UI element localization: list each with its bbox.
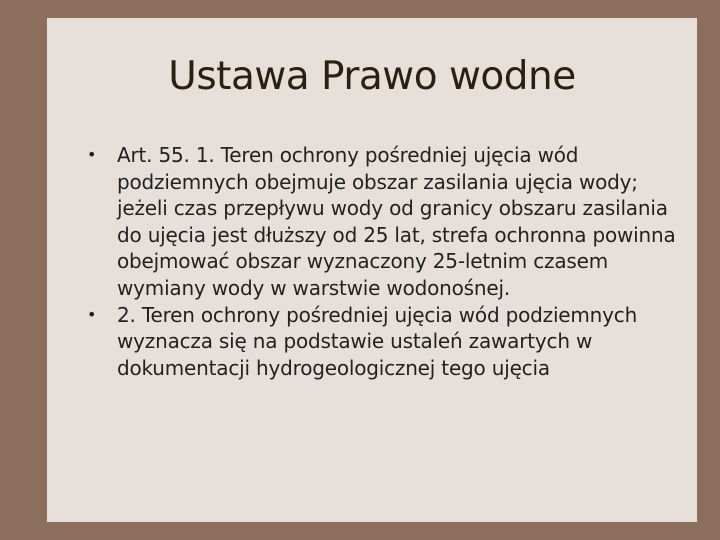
slide-title: Ustawa Prawo wodne [168,54,576,99]
bullet-text: 2. Teren ochrony pośredniej ujęcia wód podziemnych wyznacza się na podstawie ustaleń zawartych w dokumentacji hydrogeologicznej tego ujęcia [117,302,638,380]
bullet-marker-icon: • [87,145,97,164]
bullet-text: Art. 55. 1. Teren ochrony pośredniej ujęcia wód podziemnych obejmuje obszar zasilania ujęcia wody; jeżeli czas przepływu wody od granicy obszaru zasilania do ujęcia jest dłuższy od 25 lat, strefa ochronna powinna obejmować obszar wyznaczony 25-letnim czasem wymiany wody w warstwie wodonośnej. [117,143,676,300]
bullet-marker-icon: • [87,304,97,324]
bullet-item-2 [87,302,682,382]
slide [47,18,697,522]
bullet-item-1 [87,142,682,302]
bullet-list [87,142,682,381]
